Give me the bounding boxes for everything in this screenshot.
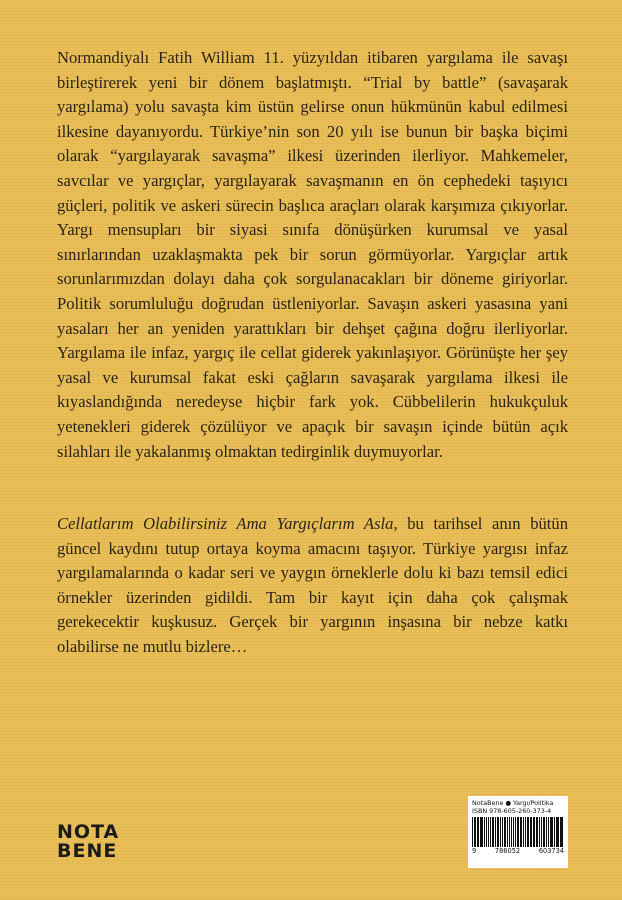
barcode-bar: [478, 817, 479, 847]
barcode-isbn: ISBN 978-605-260-373-4: [472, 807, 552, 815]
barcode-bar: [523, 817, 524, 847]
barcode-bar: [561, 817, 563, 847]
barcode-bar: [511, 817, 512, 847]
barcode-bar: [480, 817, 483, 847]
barcode-bar: [477, 817, 478, 847]
barcode-bar: [517, 817, 520, 847]
barcode-bar: [520, 817, 522, 847]
paragraph-2-rest: , bu tarihsel anın bütün güncel kaydını tutup ortaya koyma amacını taşıyor. Türkiye yargısı infaz yargılamalarında o kadar seri ve yaygın örneklerle dolu ki bazı temsil edici örnekler üzerinden gidildi. Tam bir kayıt için daha çok çalışmak gerekecektir kuşkusuz. Gerçek bir yargının inşasına bir nebze katkı olabilirse ne mutlu bizlere…: [57, 514, 568, 656]
barcode-bar: [497, 817, 500, 847]
barcode-digits: [472, 847, 564, 855]
barcode-bar: [543, 817, 545, 847]
barcode-bar: [500, 817, 501, 847]
paragraph-2-text: [57, 512, 568, 660]
barcode-bar: [527, 817, 529, 847]
back-cover-paragraph-1: [57, 46, 568, 464]
barcode-label: [468, 796, 568, 868]
barcode-bar: [472, 817, 473, 847]
barcode-bar: [488, 817, 489, 847]
barcode-bar: [536, 817, 539, 847]
barcode-bar: [539, 817, 540, 847]
barcode-category: NotaBene ● Yargı/Politika: [472, 799, 554, 807]
back-cover-paragraph-2: [57, 512, 568, 660]
publisher-logo: [57, 821, 120, 862]
barcode-bar: [474, 817, 476, 847]
barcode-bar: [515, 817, 516, 847]
barcode-bar: [525, 817, 526, 847]
barcode-bar: [530, 817, 531, 847]
barcode-bar: [531, 817, 532, 847]
barcode-bar: [560, 817, 561, 847]
barcode-bar: [492, 817, 494, 847]
barcode-bar: [550, 817, 551, 847]
barcode-digits-left: 786052: [494, 847, 521, 855]
barcode-bar: [533, 817, 535, 847]
barcode-bar: [504, 817, 506, 847]
barcode-bar: [541, 817, 542, 847]
barcode-digit-lead: 9: [472, 847, 477, 855]
barcode-bar: [490, 817, 491, 847]
barcode-bar: [486, 817, 488, 847]
book-title-italic: Cellatlarım Olabilirsiniz Ama Yargıçlarım Asla: [57, 514, 394, 533]
logo-line-2: BENE: [57, 840, 118, 862]
barcode-bar: [495, 817, 496, 847]
barcode-bar: [556, 817, 559, 847]
barcode-bar: [554, 817, 555, 847]
barcode-bar: [548, 817, 549, 847]
barcode-bars: [472, 817, 564, 847]
barcode-bar: [507, 817, 508, 847]
barcode-bar: [513, 817, 514, 847]
barcode-bar: [484, 817, 485, 847]
barcode-bar: [546, 817, 547, 847]
barcode-digits-right: 603734: [538, 847, 564, 855]
barcode-bar: [502, 817, 503, 847]
barcode-bar: [551, 817, 553, 847]
barcode-bar: [509, 817, 511, 847]
logo-line-1: NOTA: [57, 821, 120, 843]
paragraph-1-text: Normandiyalı Fatih William 11. yüzyıldan itibaren yargılama ile savaşı birleştirerek yeni bir dönem başlatmıştı. “Trial by battle” (savaşarak yargılama) yolu savaşta kim üstün gelirse onun hükmünün kabul edilmesi ilkesine dayanıyordu. Türkiye’nin son 20 yılı ise bunun bir başka biçimi olarak “yargılayarak savaşma” ilkesi üzerinden ilerliyor. Mahkemeler, savcılar ve yargıçlar, yargılayarak savaşmanın en ön cephedeki taşıyıcı güçleri, politik ve askeri sürecin başlıca araçları olarak karşımıza çıkıyorlar. Yargı mensupları bir siyasi sınıfa dönüşürken kurumsal ve yasal sınırlarından uzaklaşmakta pek bir sorun görmüyorlar. Yargıçlar artık sorunlarımızdan dolayı daha çok sorgulanacakları bir döneme giriyorlar. Politik sorumluluğu doğrudan üstleniyorlar. Savaşın askeri yasasına yani yasaları her an yeniden yarattıkları bir dehşet çağına doğru ilerliyorlar. Yargılama ile infaz, yargıç ile cellat giderek yakınlaşıyor. Görünüşte her şey yasal ve kurumsal fakat eski çağların savaşarak yargılama ilkesi ile kıyaslandığında neredeyse hiçbir fark yok. Cübbelilerin hukukçuluk yetenekleri giderek çözülüyor ve apaçık bir savaşın içinde bütün açık silahları ile yakalanmış olmaktan tedirginlik duymuyorlar.: [57, 48, 568, 461]
